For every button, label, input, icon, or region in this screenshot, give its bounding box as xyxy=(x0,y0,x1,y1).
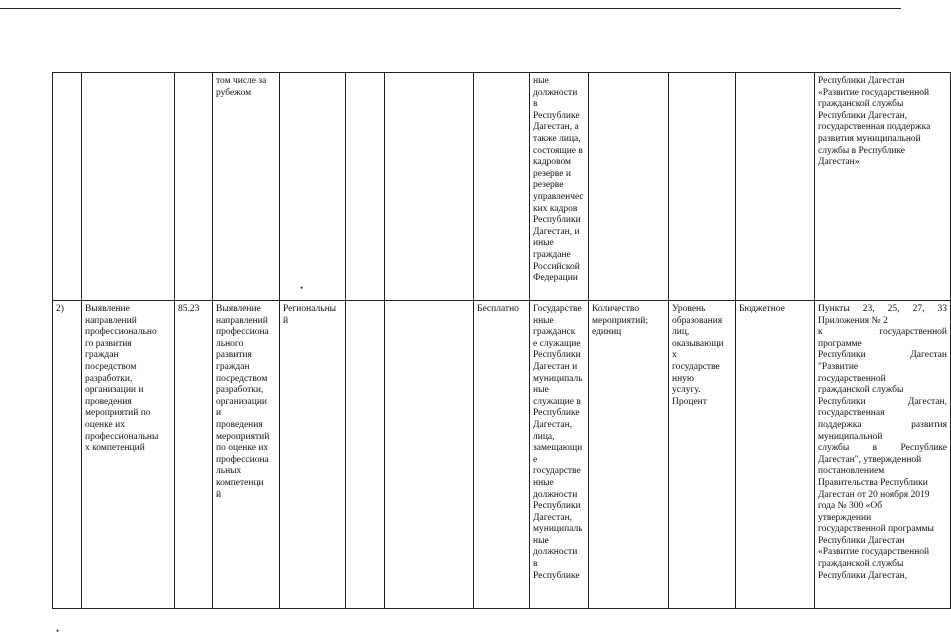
cell-payment: Бесплатно xyxy=(474,301,530,609)
cell-text: Выявление направлений профессионально го развития граждан посредством разработки, организации и проведения мероприятий по оценке их профессиональны х компетенций xyxy=(85,304,159,454)
cell-funding xyxy=(736,73,815,301)
cell-quality-indicator xyxy=(669,301,736,609)
cell-volume-indicator xyxy=(589,301,669,609)
legal-line: Республики Дагестан, xyxy=(818,396,947,407)
cell-text: Уровень образования лиц, оказывающи х государстве нную услугу. Процент xyxy=(672,304,724,407)
legal-line: государственная xyxy=(818,408,885,419)
cell-volume-indicator xyxy=(589,73,669,301)
cell-text: ные должности в Республике Дагестан, а также лица, состоящие в кадровом резерве и резерве управленчес ких кадров Республики Дагестан, и иные граждане Российской Федерации xyxy=(533,76,584,284)
scan-dot: • xyxy=(56,626,60,636)
legal-line: программе xyxy=(818,338,862,349)
legal-line: Пункты 23, 25, 27, 33 xyxy=(818,304,947,314)
cell-empty xyxy=(385,301,474,609)
cell-empty xyxy=(346,73,385,301)
cell-payment xyxy=(474,73,530,301)
cell-legal-basis xyxy=(815,73,951,301)
cell-recipients xyxy=(530,301,589,609)
cell-content xyxy=(213,301,280,609)
cell-recipients xyxy=(530,73,589,301)
cell-text: Количество мероприятий; единиц xyxy=(592,304,648,338)
top-rule xyxy=(0,8,901,9)
cell-code xyxy=(175,73,213,301)
cell-content xyxy=(213,73,280,301)
scan-dot: • xyxy=(300,283,304,293)
legal-line: муниципальной xyxy=(818,431,883,442)
legal-line: "Развитие государственной гражданской службы xyxy=(818,361,904,396)
services-table xyxy=(52,72,951,609)
table-row xyxy=(53,73,951,301)
cell-text: Выявление направлений профессиона льного развития граждан посредством разработки, организации и проведения мероприятий по оценке их профессиона льных компетенци й xyxy=(216,304,270,500)
cell-code: 85.23 xyxy=(175,301,213,609)
cell-funding: Бюджетное xyxy=(736,301,815,609)
cell-level xyxy=(280,73,346,301)
legal-line: службы в Республике xyxy=(818,443,947,454)
cell-service-name xyxy=(82,73,175,301)
legal-line: поддержка развития xyxy=(818,419,947,430)
cell-empty xyxy=(385,73,474,301)
cell-service-name xyxy=(82,301,175,609)
legal-line: Республики Дагестан xyxy=(818,350,947,361)
cell-text: Региональны й xyxy=(283,304,337,326)
cell-text: Государстве нные гражданск е служащие Республики Дагестан и муниципаль ные служащие в Республике Дагестан, лица, замещающи е государстве нные должности Республики Дагестан, муниципаль ные должности в Республике xyxy=(533,304,583,581)
cell-text: том числе за рубежом xyxy=(216,76,267,98)
cell-empty xyxy=(346,301,385,609)
cell-level xyxy=(280,301,346,609)
cell-text: Республики Дагестан «Развитие государственной гражданской службы Республики Дагестан, государственная поддержка развития муниципальной службы в Республике Дагестан» xyxy=(818,76,931,168)
table-row xyxy=(53,301,951,609)
cell-legal-basis xyxy=(815,301,951,609)
legal-line: Дагестан", утвержденной постановлением Правительства Республики Дагестан от 20 ноября 2019 года № 300 «Об утверждении государственной программы Республики Дагестан «Развитие государственной гражданской службы Республики Дагестан, xyxy=(818,454,934,581)
legal-line: к государственной xyxy=(818,327,947,338)
cell-number xyxy=(53,73,82,301)
cell-number: 2) xyxy=(53,301,82,609)
legal-line: Приложения № 2 xyxy=(818,315,888,326)
cell-quality-indicator xyxy=(669,73,736,301)
